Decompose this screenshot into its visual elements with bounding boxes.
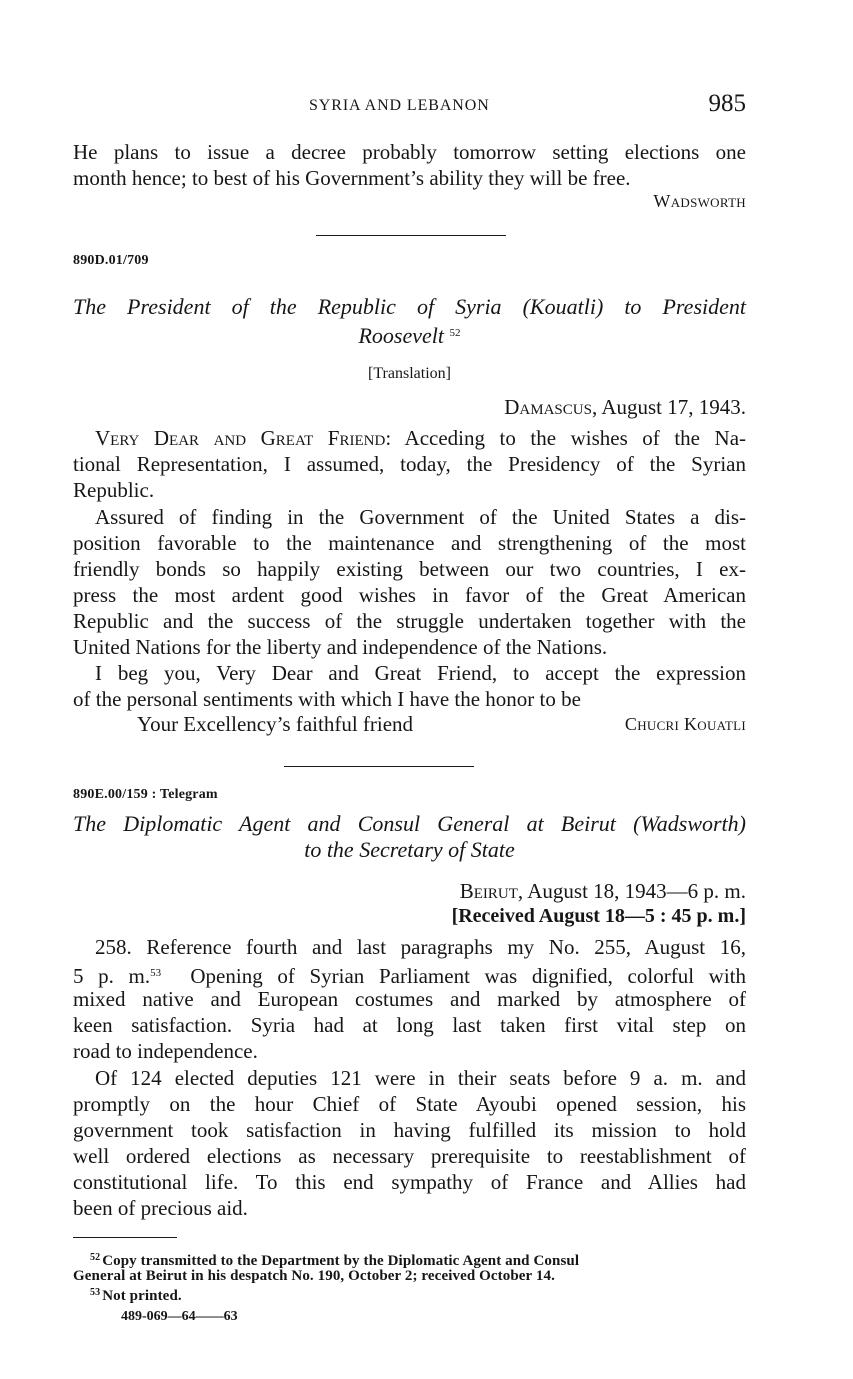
opening-paragraph	[73, 139, 746, 191]
section-divider	[316, 235, 506, 236]
dateline	[460, 879, 746, 904]
paragraph-line: constitutional life. To this end sympathy of France and Allies had	[73, 1170, 746, 1194]
footnote-52: $^{52}$ Copy transmitted to the Department by the Diplomatic Agent and Consul	[90, 1252, 580, 1269]
footnote-52-continued: General at Beirut in his despatch No. 190, October 2; received October 14.	[73, 1268, 555, 1284]
paragraph-line: Assured of finding in the Government of the United States a dis-	[95, 505, 746, 529]
paragraph-line: tional Representation, I assumed, today, the Presidency of the Syrian	[73, 452, 746, 476]
telegram-paragraph-2	[73, 1065, 746, 1221]
footnote-53: $^{53}$ Not printed.	[90, 1287, 182, 1304]
letter-paragraph-2	[73, 504, 746, 660]
letter-paragraph-1	[73, 425, 746, 503]
closing: Your Excellency’s faithful friend	[137, 712, 414, 736]
paragraph-line: promptly on the hour Chief of State Ayoubi opened session, his	[73, 1092, 746, 1116]
translation-label: [Translation]	[368, 365, 451, 382]
footnote-marker: 52	[90, 1252, 101, 1263]
title-line: The President of the Republic of Syria (Kouatli) to President	[73, 294, 746, 319]
paragraph-line: government took satisfaction in having fulfilled its mission to hold	[73, 1118, 746, 1142]
paragraph-line: been of precious aid.	[73, 1196, 248, 1220]
signature-kouatli: Chucri Kouatli	[624, 714, 746, 734]
section-divider	[284, 766, 474, 767]
title-line: to the Secretary of State	[304, 837, 515, 862]
dateline	[504, 395, 746, 420]
file-number: 890D.01/709	[73, 253, 149, 268]
document-title	[73, 294, 746, 346]
paragraph-line: He plans to issue a decree probably tomorrow setting elections one	[73, 140, 746, 164]
paragraph-line: road to independence.	[73, 1039, 258, 1063]
paragraph-line: Republic and the success of the struggle undertaken together with the	[73, 609, 746, 633]
paragraph-line: friendly bonds so happily existing between our two countries, I ex-	[73, 557, 746, 581]
document-title	[73, 811, 746, 863]
dateline-date: August 18, 1943—6 p. m.	[527, 879, 746, 903]
dateline-place: Damascus,	[504, 395, 598, 419]
paragraph-line: I beg you, Very Dear and Great Friend, to accept the expression	[95, 661, 746, 685]
footnote-marker: 53	[90, 1287, 101, 1298]
letter-paragraph-3	[73, 660, 746, 712]
paragraph-line: keen satisfaction. Syria had at long last taken first vital step on	[73, 1013, 746, 1037]
paragraph-line: press the most ardent good wishes in favor of the Great American	[73, 583, 746, 607]
file-number: 890E.00/159 : Telegram	[73, 787, 218, 802]
footnote-divider	[73, 1237, 177, 1238]
dateline-place: Beirut,	[459, 879, 524, 903]
telegram-paragraph-1	[73, 934, 746, 1064]
paragraph-line: mixed native and European costumes and marked by atmosphere of	[73, 987, 746, 1011]
paragraph-line: United Nations for the liberty and independence of the Nations.	[73, 635, 608, 659]
running-head: SYRIA AND LEBANON	[309, 97, 490, 114]
print-code: 489-069—64——63	[121, 1309, 238, 1324]
paragraph-line: well ordered elections as necessary prerequisite to reestablishment of	[73, 1144, 746, 1168]
title-line-2: Roosevelt	[358, 323, 445, 348]
dateline-date: August 17, 1943.	[601, 395, 746, 419]
paragraph-line: 258. Reference fourth and last paragraphs my No. 255, August 16,	[95, 935, 746, 959]
page-number: 985	[708, 90, 746, 117]
paragraph-line: position favorable to the maintenance and strengthening of the most	[73, 531, 746, 555]
footnote-ref: 52	[449, 327, 461, 339]
paragraph-line: month hence; to best of his Government’s ability they will be free.	[73, 166, 631, 190]
paragraph-line: Of 124 elected deputies 121 were in their seats before 9 a. m. and	[95, 1066, 746, 1090]
title-line: The Diplomatic Agent and Consul General at Beirut (Wadsworth)	[73, 811, 746, 836]
paragraph-line: Republic.	[73, 478, 155, 502]
paragraph-line: of the personal sentiments with which I have the honor to be	[73, 687, 581, 711]
paragraph-line: Very Dear and Great Friend: Acceding to the wishes of the Na-	[95, 426, 747, 450]
salutation: Very Dear and Great Friend:	[95, 426, 392, 450]
paragraph-line: 5 p. m.$^{53}$ Opening of Syrian Parliament was dignified, colorful with	[73, 964, 746, 988]
received-stamp: [Received August 18—5 : 45 p. m.]	[451, 905, 746, 927]
signature-wadsworth: Wadsworth	[653, 191, 746, 211]
title-line	[73, 320, 746, 346]
document-page	[73, 0, 746, 1379]
footnote-ref: 53	[150, 967, 162, 979]
